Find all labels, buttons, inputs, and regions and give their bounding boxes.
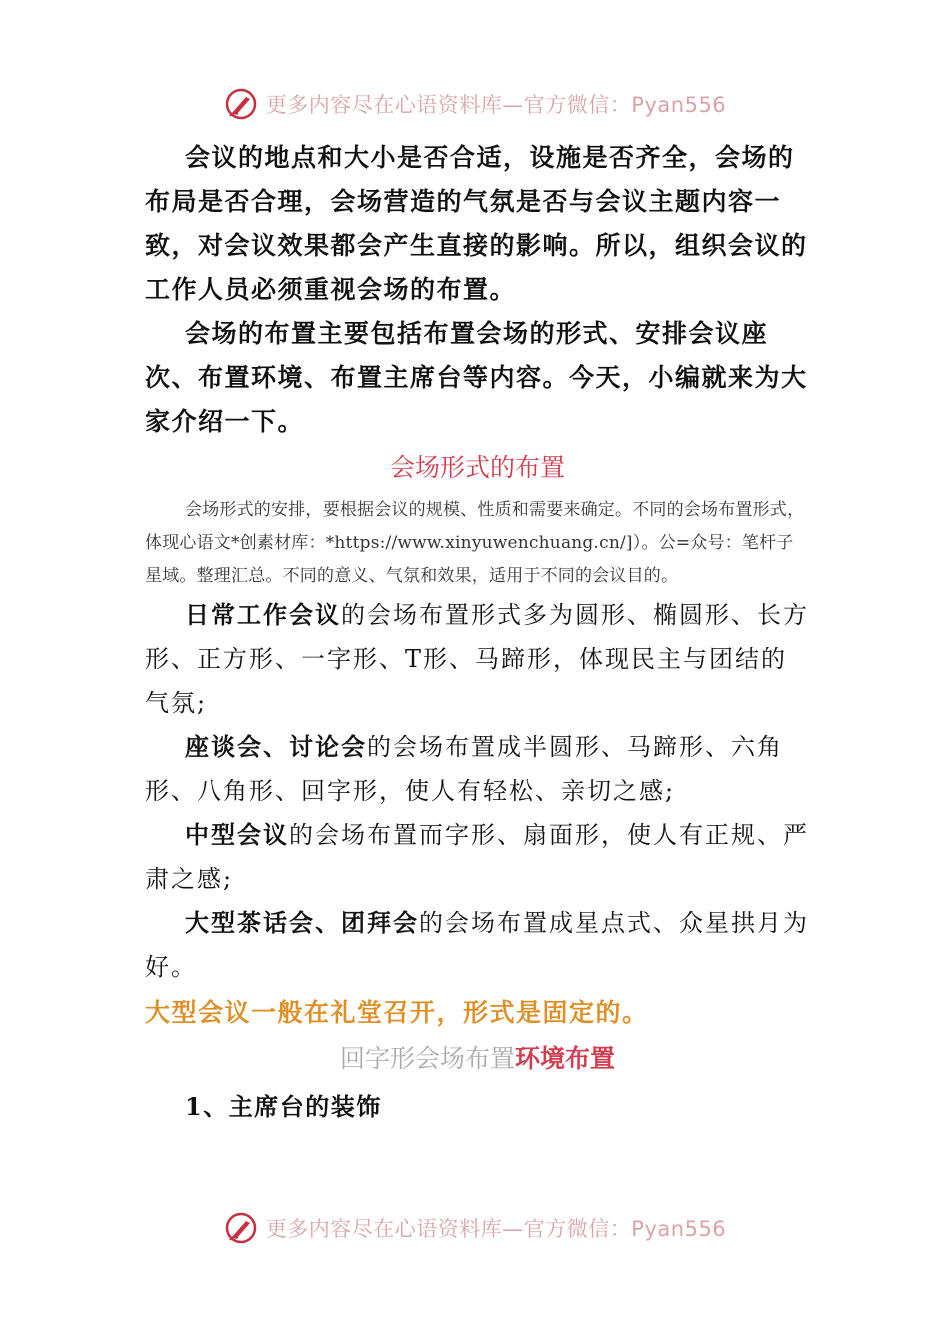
item-keyword: 大型茶话会、团拜会 xyxy=(185,908,419,937)
banner-text: 更多内容尽在心语资料库—官方微信：Pyan556 xyxy=(265,93,727,117)
item-text: 的会场布置成半圆形、马蹄形、六角形、八角形、回字形，使人有轻松、亲切之感; xyxy=(145,733,783,805)
document-body xyxy=(145,136,810,1129)
item-keyword: 座谈会、讨论会 xyxy=(185,732,367,761)
image-caption-text: 回字形会场布置 xyxy=(339,1044,515,1073)
sub-heading-podium: 1、主席台的装饰 xyxy=(185,1092,382,1121)
pen-circle-logo-icon xyxy=(224,87,258,121)
item-text: 的会场布置形式多为圆形、椭圆形、长方形、正方形、一字形、T形、马蹄形，体现民主与团结的气氛; xyxy=(145,601,809,717)
list-item xyxy=(145,593,810,725)
pen-circle-logo-icon xyxy=(224,1211,258,1245)
item-keyword: 日常工作会议 xyxy=(185,600,341,629)
item-text: 的会场布置成星点式、众星拱月为好。 xyxy=(145,909,809,981)
list-item xyxy=(145,725,810,813)
list-item xyxy=(145,901,810,989)
highlight-note: 大型会议一般在礼堂召开，形式是固定的。 xyxy=(145,998,649,1027)
section-title-environment xyxy=(145,1037,810,1081)
intro-paragraph-2: 会场的布置主要包括布置会场的形式、安排会议座次、布置环境、布置主席台等内容。今天，小编就来为大家介绍一下。 xyxy=(145,319,808,436)
item-text: 的会场布置而字形、扇面形，使人有正规、严肃之感; xyxy=(145,821,809,893)
environment-title: 环境布置 xyxy=(515,1044,616,1073)
list-item xyxy=(145,813,810,901)
section-intro-text: 会场形式的安排，要根据会议的规模、性质和需要来确定。不同的会场布置形式，体现心语文*创素材库：*https://www.xinyuwenchuang.cn/]）。公=众号：笔杆子星域。整理汇总。不同的意义、气氛和效果，适用于不同的会议目的。 xyxy=(145,500,805,586)
header-banner xyxy=(0,84,950,124)
intro-paragraph-1: 会议的地点和大小是否合适，设施是否齐全，会场的布局是否合理，会场营造的气氛是否与会议主题内容一致，对会议效果都会产生直接的影响。所以，组织会议的工作人员必须重视会场的布置。 xyxy=(145,143,808,304)
item-keyword: 中型会议 xyxy=(185,820,289,849)
section-title-layout-form: 会场形式的布置 xyxy=(389,453,565,482)
banner-text: 更多内容尽在心语资料库—官方微信：Pyan556 xyxy=(265,1217,727,1241)
footer-banner xyxy=(0,1208,950,1248)
